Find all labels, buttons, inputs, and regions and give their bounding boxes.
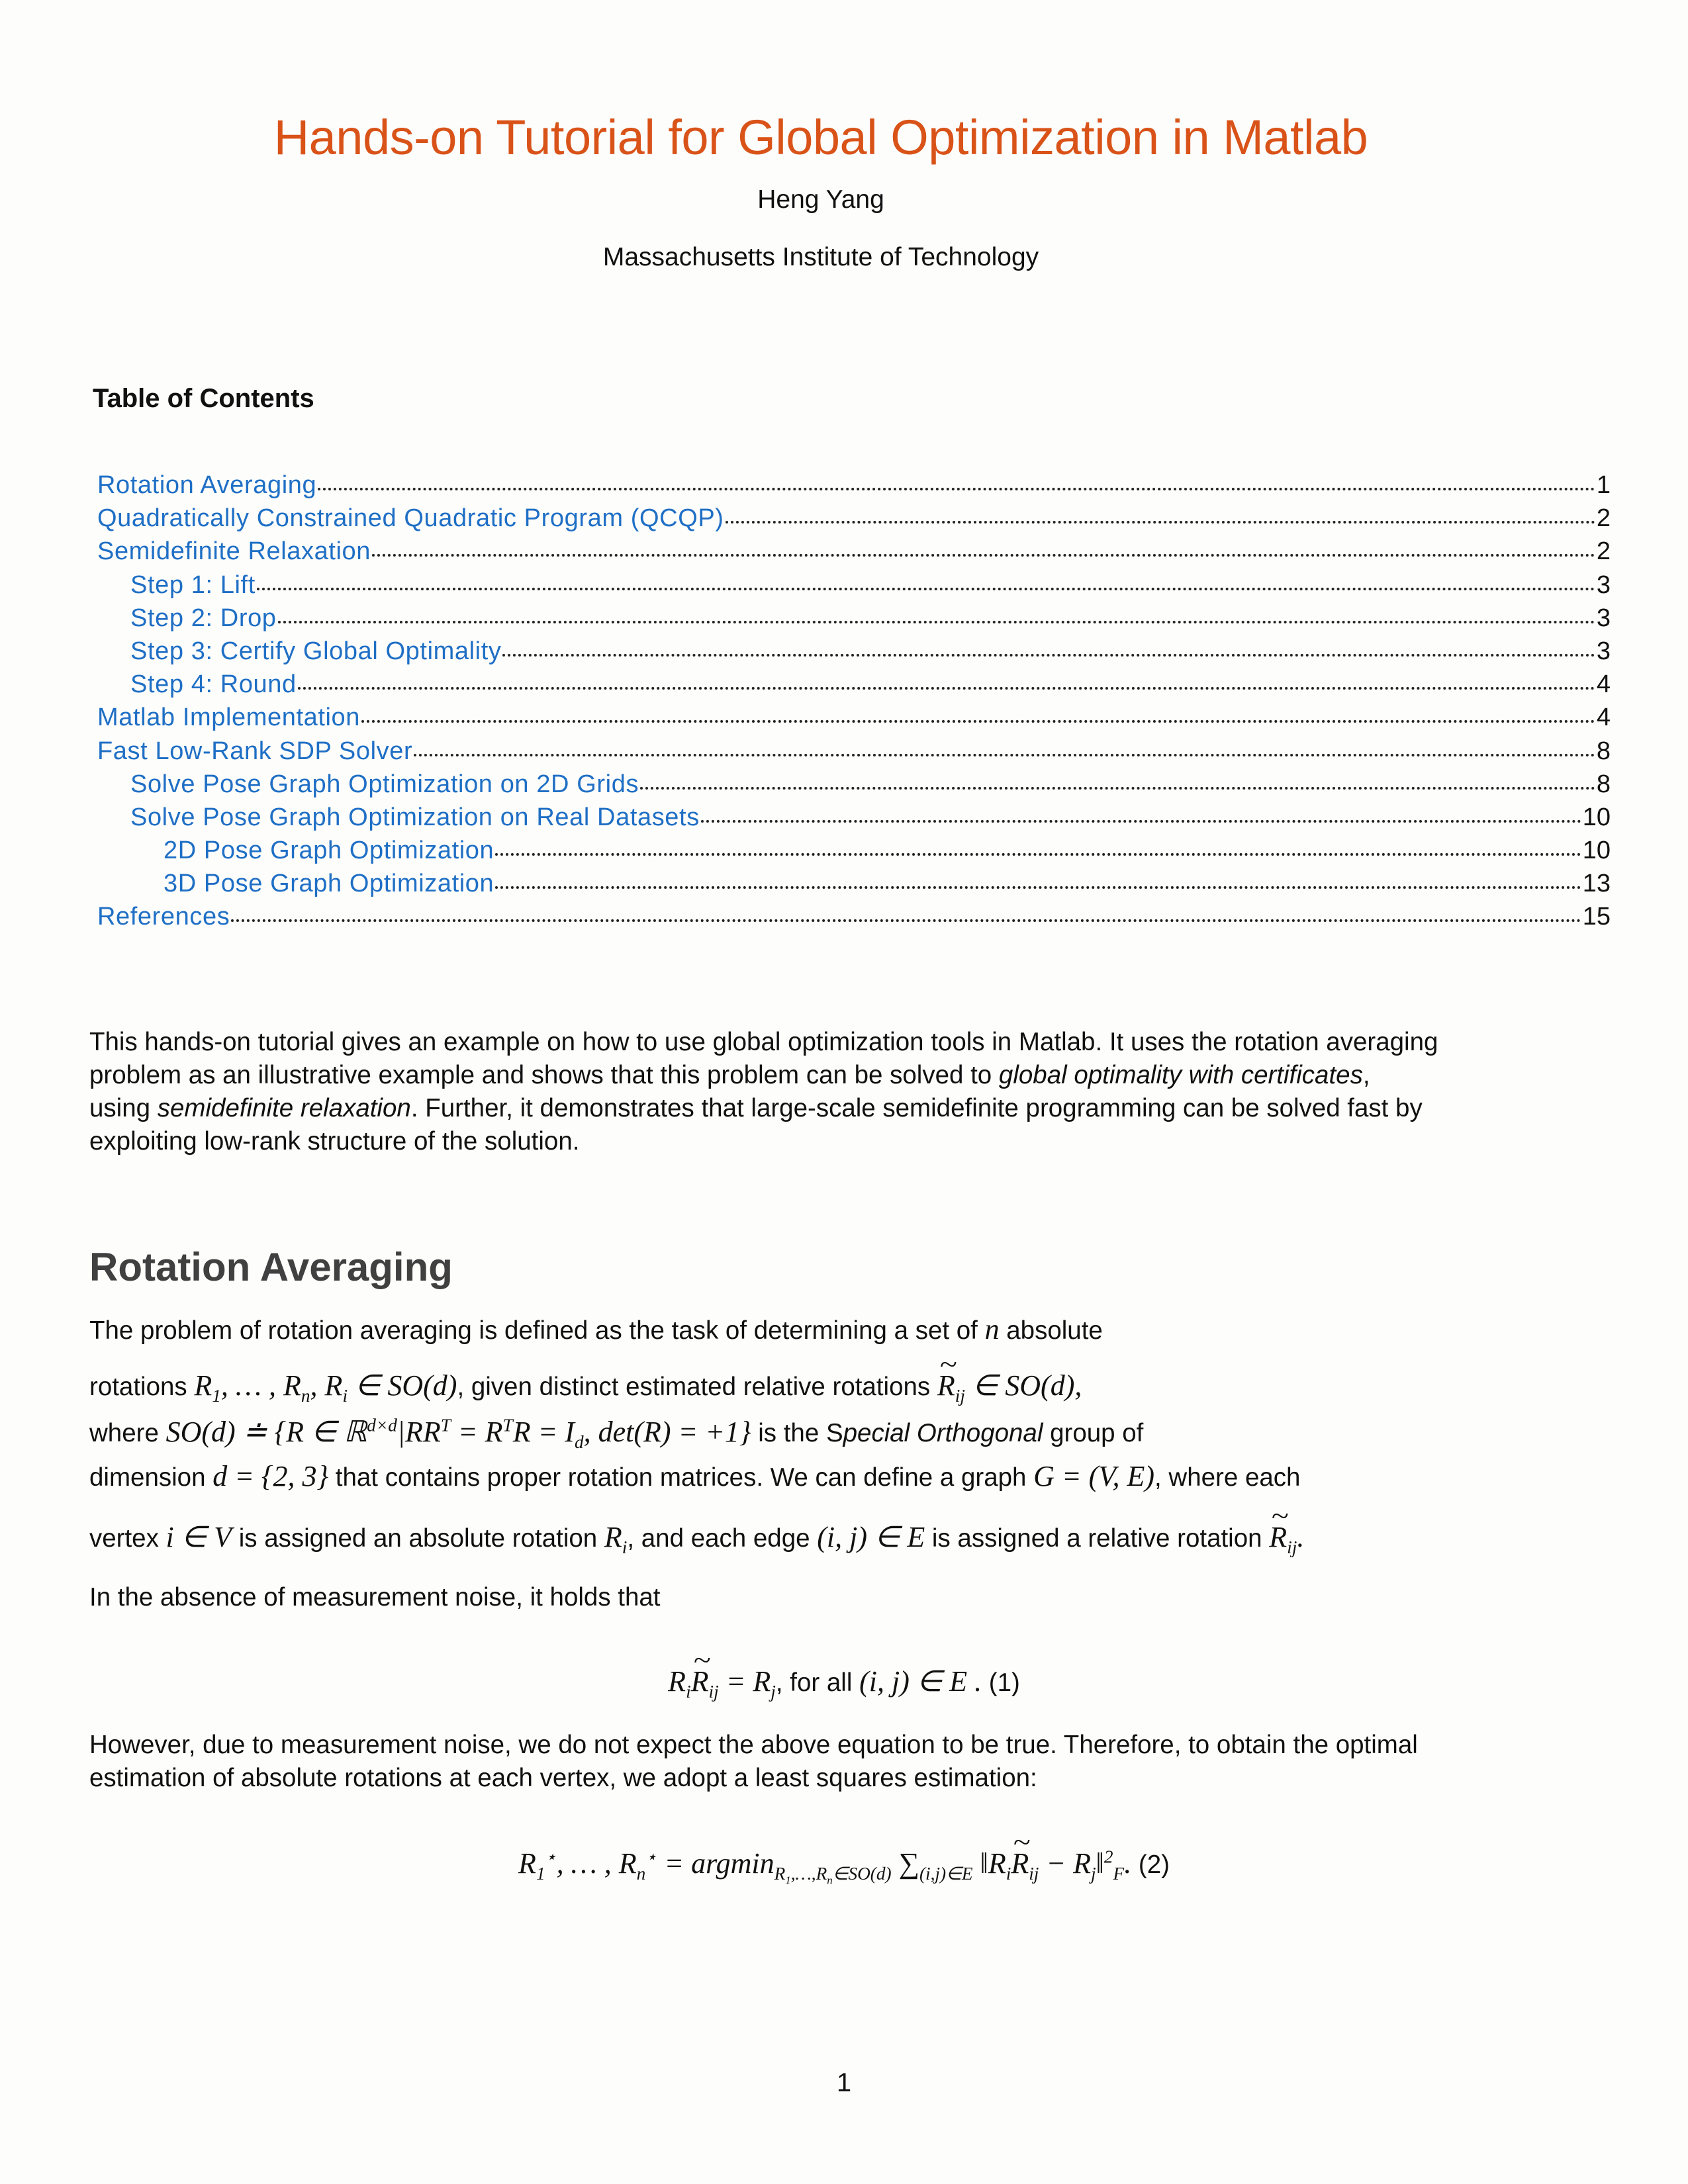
toc-item[interactable] <box>97 502 1611 535</box>
section-paragraph-line <box>89 1520 1304 1558</box>
toc-leader-dots <box>257 588 1595 590</box>
toc-link[interactable]: Solve Pose Graph Optimization on Real Datasets <box>130 803 700 831</box>
math-rij-tilde: ~ $R_{ij}$. <box>1269 1521 1304 1553</box>
math-relative-rotation: ~ $R_{ij}$ ∈ SO(d), <box>937 1369 1082 1402</box>
text: is assigned an absolute rotation <box>232 1524 604 1553</box>
text: is assigned a relative rotation <box>925 1524 1270 1553</box>
intro-emphasis: semidefinite relaxation <box>157 1094 411 1122</box>
math-rotations: $R_1$, … , $R_n$, $R_i$ ∈ SO(d) <box>194 1369 457 1406</box>
toc-page-number: 10 <box>1582 803 1611 831</box>
toc-leader-dots <box>726 521 1595 523</box>
equation-number: (1) <box>982 1668 1020 1697</box>
section-paragraph-line: In the absence of measurement noise, it holds that <box>89 1583 661 1612</box>
toc-page-number: 10 <box>1582 837 1611 865</box>
text: estimation of absolute rotations at each vertex, we adopt a least squares estimation: <box>89 1764 1037 1792</box>
intro-text: using <box>89 1094 158 1122</box>
toc-leader-dots <box>640 787 1595 790</box>
toc-link[interactable]: Step 4: Round <box>130 670 297 699</box>
math-dimension: d = {2, 3} <box>212 1460 329 1492</box>
toc-leader-dots <box>495 886 1581 889</box>
math-eq2: $R_1^⋆$, … , $R_n^⋆ = argmin_{R_1,\dots,R_n\in SO(d)}$ $\sum_{(i,j)\in E}$ $‖R_i\sim$ $R_{ij}$ − $R_j‖^2_F$. <box>518 1847 1131 1880</box>
institution: Massachusetts Institute of Technology <box>602 243 1039 271</box>
toc-leader-dots <box>414 754 1595 756</box>
intro-emphasis: global optimality with certificates <box>998 1061 1363 1089</box>
text: group of <box>1043 1419 1144 1447</box>
table-of-contents <box>97 469 1611 934</box>
section-paragraph-line <box>89 1312 1103 1346</box>
toc-link[interactable]: References <box>97 903 230 931</box>
toc-link[interactable]: Semidefinite Relaxation <box>97 537 371 566</box>
math-eq1-rhs: (i, j) ∈ E . <box>859 1665 982 1698</box>
text: , and each edge <box>627 1524 818 1553</box>
intro-text: exploiting low-rank structure of the solution. <box>89 1127 580 1156</box>
math-so-definition: SO(d) ≐ {R ∈ $ℝ^{d\times d}|RR^T = R^TR = I_d$, det(R) = +1} <box>165 1415 751 1452</box>
toc-link[interactable]: Solve Pose Graph Optimization on 2D Grids <box>130 770 639 798</box>
section-paragraph <box>89 1729 1612 1795</box>
toc-page-number: 3 <box>1596 570 1611 599</box>
equation-number: (2) <box>1131 1850 1170 1879</box>
text: rotations <box>89 1373 195 1401</box>
toc-link[interactable]: Rotation Averaging <box>97 471 317 499</box>
toc-leader-dots <box>231 919 1581 922</box>
toc-item[interactable] <box>97 900 1611 933</box>
toc-leader-dots <box>701 820 1581 823</box>
math-n: n <box>984 1313 1000 1345</box>
toc-page-number: 3 <box>1596 637 1611 665</box>
section-paragraph-line <box>89 1415 1143 1453</box>
toc-item[interactable] <box>97 735 1611 768</box>
equation-1 <box>0 1664 1688 1702</box>
toc-leader-dots <box>502 654 1595 657</box>
toc-item[interactable] <box>97 867 1611 900</box>
toc-item[interactable] <box>97 768 1611 801</box>
section-paragraph-line <box>89 1459 1300 1493</box>
text: is the S <box>751 1419 843 1447</box>
toc-link[interactable]: Matlab Implementation <box>97 704 361 732</box>
toc-item[interactable] <box>97 668 1611 701</box>
math-vertex: i ∈ V <box>165 1521 232 1553</box>
toc-page-number: 2 <box>1596 504 1611 533</box>
toc-item[interactable] <box>97 801 1611 834</box>
toc-item[interactable] <box>97 701 1611 734</box>
intro-paragraph <box>89 1026 1612 1158</box>
toc-page-number: 4 <box>1596 670 1611 699</box>
toc-page-number: 15 <box>1582 903 1611 931</box>
text: vertex <box>89 1524 166 1553</box>
toc-link[interactable]: Step 2: Drop <box>130 604 277 632</box>
text: that contains proper rotation matrices. We can define a graph <box>328 1463 1034 1492</box>
document-title: Hands-on Tutorial for Global Optimization in Matlab <box>273 110 1368 165</box>
toc-leader-dots <box>372 554 1595 557</box>
toc-leader-dots <box>278 621 1595 623</box>
math-eq1-lhs: $R_i\sim$ $R_{ij} = R_j$ <box>668 1665 776 1698</box>
toc-page-number: 8 <box>1596 770 1611 798</box>
argmin: argmin <box>691 1847 774 1880</box>
text: dimension <box>89 1463 213 1492</box>
emphasis: pecial Orthogonal <box>843 1419 1043 1447</box>
toc-page-number: 4 <box>1596 704 1611 732</box>
toc-item[interactable] <box>97 569 1611 602</box>
toc-page-number: 3 <box>1596 604 1611 632</box>
toc-link[interactable]: Quadratically Constrained Quadratic Program (QCQP) <box>97 504 724 533</box>
toc-leader-dots <box>495 853 1581 856</box>
text: where <box>89 1419 166 1447</box>
toc-item[interactable] <box>97 469 1611 502</box>
section-heading: Rotation Averaging <box>89 1245 453 1289</box>
text: However, due to measurement noise, we do not expect the above equation to be true. Therefore, to obtain the optimal <box>89 1731 1418 1759</box>
intro-text: . Further, it demonstrates that large-scale semidefinite programming can be solved fast by <box>410 1094 1423 1122</box>
equation-2 <box>0 1846 1688 1887</box>
math-edge: (i, j) ∈ E <box>817 1521 925 1553</box>
toc-leader-dots <box>298 687 1595 690</box>
text: The problem of rotation averaging is defined as the task of determining a set of <box>89 1316 985 1345</box>
toc-link[interactable]: Step 3: Certify Global Optimality <box>130 637 502 665</box>
toc-page-number: 1 <box>1596 471 1611 499</box>
toc-item[interactable] <box>97 635 1611 668</box>
toc-item[interactable] <box>97 535 1611 568</box>
toc-leader-dots <box>361 720 1595 723</box>
math-ri: $R_i$ <box>604 1521 628 1557</box>
math-graph: G = (V, E) <box>1033 1460 1155 1492</box>
toc-page-number: 2 <box>1596 537 1611 566</box>
text: absolute <box>999 1316 1103 1345</box>
intro-text: This hands-on tutorial gives an example on how to use global optimization tools in Matlab. It uses the rotation averaging <box>89 1028 1438 1056</box>
toc-link[interactable]: Step 1: Lift <box>130 570 256 599</box>
intro-text: problem as an illustrative example and shows that this problem can be solved to <box>89 1061 999 1089</box>
text: , for all <box>775 1668 860 1697</box>
intro-text: , <box>1362 1061 1370 1089</box>
toc-link[interactable]: Fast Low-Rank SDP Solver <box>97 737 413 765</box>
page-number: 1 <box>836 2068 852 2097</box>
author-name: Heng Yang <box>757 185 884 214</box>
text: , where each <box>1154 1463 1301 1492</box>
toc-link[interactable]: 3D Pose Graph Optimization <box>164 870 494 898</box>
text: , given distinct estimated relative rotations <box>457 1373 937 1401</box>
toc-item[interactable] <box>97 834 1611 867</box>
toc-leader-dots <box>318 488 1595 490</box>
toc-page-number: 8 <box>1596 737 1611 765</box>
toc-link[interactable]: 2D Pose Graph Optimization <box>164 837 494 865</box>
toc-page-number: 13 <box>1582 870 1611 898</box>
toc-item[interactable] <box>97 602 1611 635</box>
toc-heading: Table of Contents <box>93 384 314 413</box>
section-paragraph-line <box>89 1369 1082 1406</box>
